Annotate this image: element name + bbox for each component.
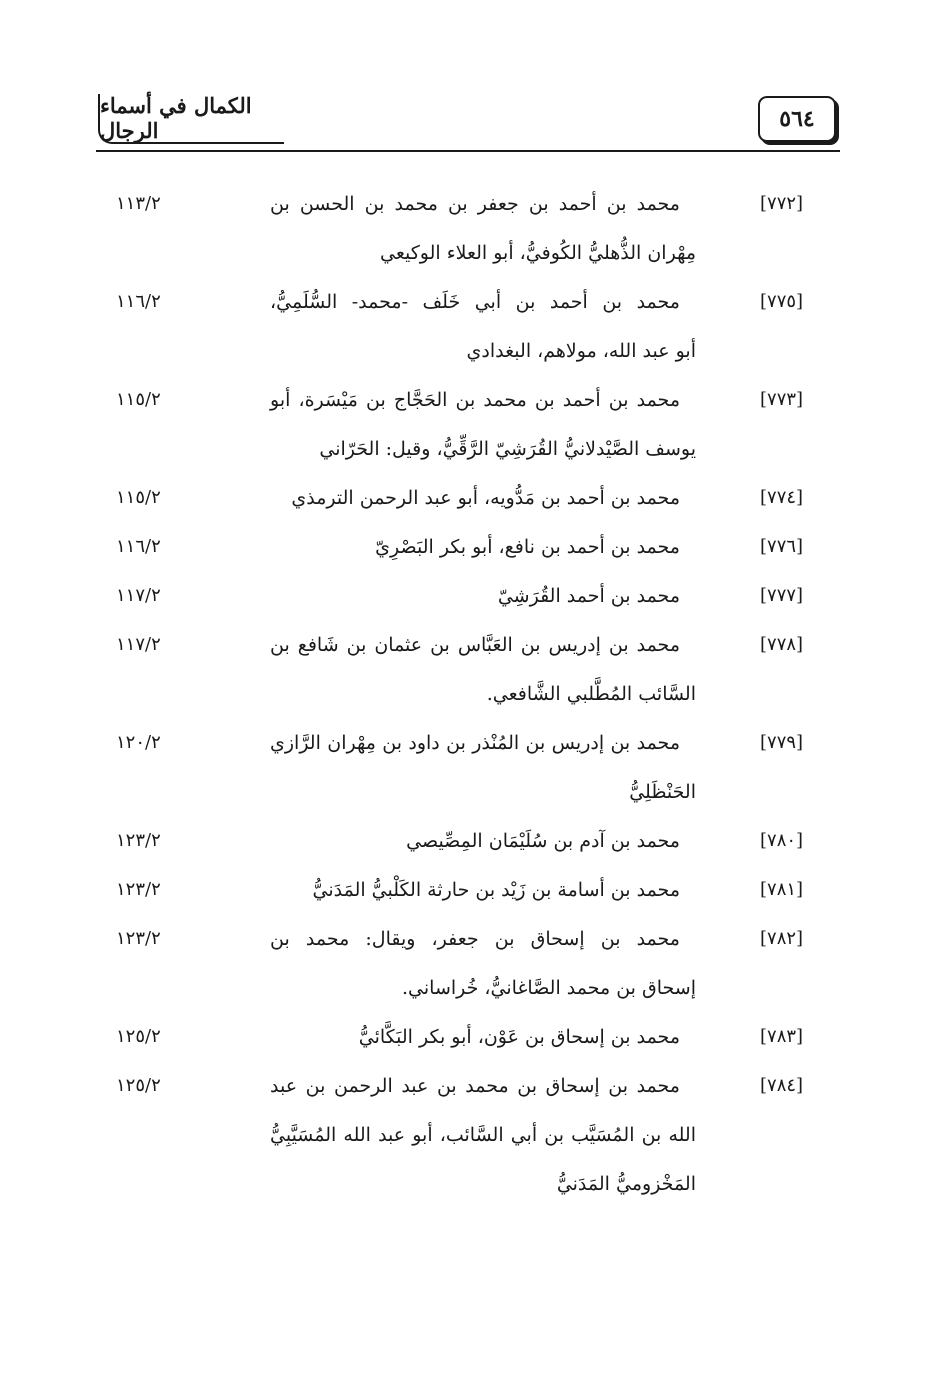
entry-number: [٧٨٤]: [760, 1075, 804, 1096]
entry-text-line: الحَنْظَلِيُّ: [629, 781, 696, 803]
entry-number: [٧٧٤]: [760, 487, 804, 508]
entry-reference: ١٢٣/٢: [116, 928, 161, 949]
entry-text-line: محمد بن إدريس بن المُنْذر بن داود بن مِهْران الرَّازي: [270, 732, 680, 754]
entry-text-line: محمد بن أحمد بن جعفر بن محمد بن الحسن بن: [270, 193, 680, 215]
page-header: [96, 86, 840, 152]
book-title: الكمال في أسماء الرجال: [98, 94, 284, 144]
entry-number: [٧٧٣]: [760, 389, 804, 410]
entry-number: [٧٧٧]: [760, 585, 804, 606]
entry-text-line: محمد بن أحمد بن نافع، أبو بكر البَصْرِيّ: [375, 536, 680, 558]
entry-reference: ١١٣/٢: [116, 193, 161, 214]
entry-reference: ١٢٥/٢: [116, 1075, 161, 1096]
entry-reference: ١١٥/٢: [116, 487, 161, 508]
entry-text-line: محمد بن أحمد القُرَشِيّ: [497, 585, 680, 607]
page-number: ٥٦٤: [758, 96, 836, 142]
entry-number: [٧٨٣]: [760, 1026, 804, 1047]
entry-number: [٧٨٠]: [760, 830, 804, 851]
entry-text-line: محمد بن إسحاق بن عَوْن، أبو بكر البَكَّائيُّ: [358, 1026, 680, 1048]
entry-reference: ١١٧/٢: [116, 585, 161, 606]
entry-text-line: محمد بن أحمد بن مَدُّويه، أبو عبد الرحمن الترمذي: [291, 487, 680, 509]
entry-number: [٧٧٢]: [760, 193, 804, 214]
entry-text-line: محمد بن إسحاق بن محمد بن عبد الرحمن بن عبد: [270, 1075, 680, 1097]
entry-number: [٧٨٢]: [760, 928, 804, 949]
entry-text-line: المَخْزوميُّ المَدَنيُّ: [556, 1173, 696, 1195]
entry-reference: ١١٧/٢: [116, 634, 161, 655]
entry-reference: ١٢٠/٢: [116, 732, 161, 753]
entry-text-line: إسحاق بن محمد الصَّاغانيُّ، خُراساني.: [402, 977, 696, 999]
entry-number: [٧٨١]: [760, 879, 804, 900]
entry-text-line: محمد بن أحمد بن أبي خَلَف -محمد- السُّلَمِيُّ،: [270, 291, 680, 313]
entry-text-line: السَّائب المُطَّلبي الشَّافعي.: [486, 683, 696, 705]
entry-reference: ١١٦/٢: [116, 291, 161, 312]
entry-number: [٧٧٨]: [760, 634, 804, 655]
entry-reference: ١١٦/٢: [116, 536, 161, 557]
entry-text-line: محمد بن آدم بن سُلَيْمَان المِصِّيصي: [406, 830, 680, 852]
entry-text-line: محمد بن أحمد بن محمد بن الحَجَّاج بن مَيْسَرة، أبو: [270, 389, 680, 411]
entry-number: [٧٧٩]: [760, 732, 804, 753]
entry-reference: ١١٥/٢: [116, 389, 161, 410]
entry-text-line: محمد بن إسحاق بن جعفر، ويقال: محمد بن: [270, 928, 680, 950]
entry-number: [٧٧٥]: [760, 291, 804, 312]
entry-number: [٧٧٦]: [760, 536, 804, 557]
entry-text-line: يوسف الصَّيْدلانيُّ القُرَشِيّ الرَّقِّيُّ، وقيل: الحَرّاني: [319, 438, 696, 460]
entry-text-line: مِهْران الذُّهليُّ الكُوفيُّ، أبو العلاء الوكيعي: [379, 242, 696, 264]
entry-text-line: أبو عبد الله، مولاهم، البغدادي: [466, 340, 696, 362]
entry-reference: ١٢٣/٢: [116, 879, 161, 900]
entry-reference: ١٢٣/٢: [116, 830, 161, 851]
entry-text-line: محمد بن إدريس بن العَبَّاس بن عثمان بن شَافع بن: [270, 634, 680, 656]
entry-reference: ١٢٥/٢: [116, 1026, 161, 1047]
entry-text-line: محمد بن أسامة بن زَيْد بن حارثة الكَلْبيُّ المَدَنيُّ: [312, 879, 680, 901]
entry-text-line: الله بن المُسَيَّب بن أبي السَّائب، أبو عبد الله المُسَيَّبِيُّ: [270, 1124, 696, 1146]
